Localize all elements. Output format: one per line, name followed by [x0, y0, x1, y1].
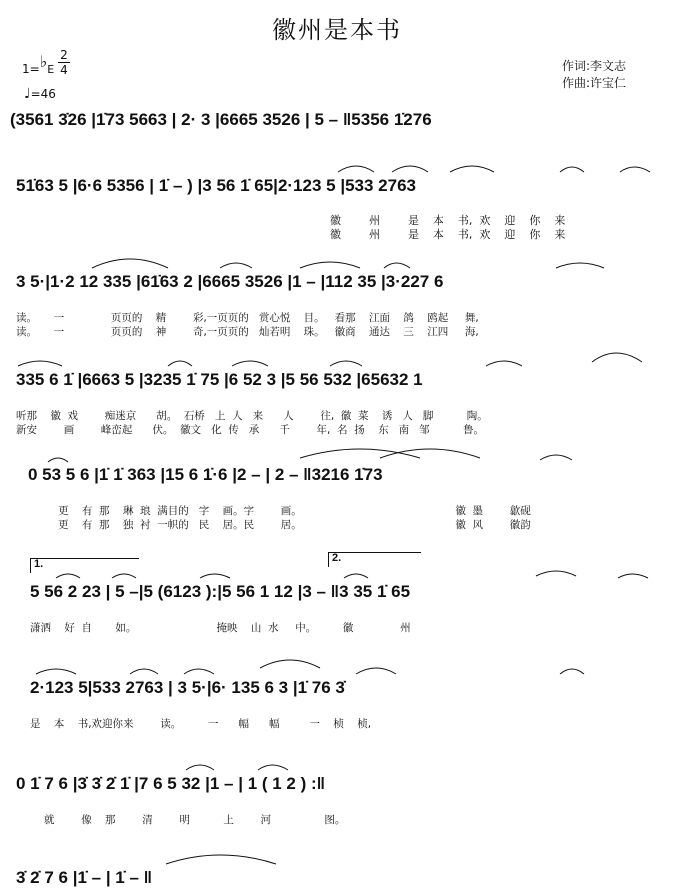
- slur-arc: [536, 571, 576, 576]
- slur-arc: [486, 361, 522, 366]
- slur-arc: [330, 361, 362, 366]
- slur-arc: [18, 361, 62, 366]
- slur-arc: [560, 669, 584, 674]
- slur-arc: [92, 259, 168, 268]
- key-prefix: 1=: [22, 62, 40, 76]
- slur-arc: [168, 361, 192, 366]
- notation-line: 0 1̇ 7 6 |3̇ 3̇ 2̇ 1̇ |7 6 5 32 |1 – | 1 ( 1 2 ) :‖: [16, 774, 326, 793]
- slur-arc: [36, 669, 76, 674]
- slur-arc: [184, 669, 214, 674]
- slur-arc: [232, 361, 268, 366]
- notation-line: 335 6 1̇ |6663 5 |3235 1̇ 75 |6 52 3 |5 56 532 |65632 1: [16, 370, 423, 389]
- lyric-line-verse-2: 徽 州 是 本 书, 欢 迎 你 来: [330, 228, 566, 241]
- lyric-line-verse-1: 徽 州 是 本 书, 欢 迎 你 来: [330, 214, 566, 227]
- slur-arc: [260, 660, 320, 668]
- slur-arc: [220, 263, 252, 268]
- time-top: 2: [60, 48, 68, 62]
- notation-line: 3 5·|1·2 12 335 |61̇63 2 |6665 3526 |1 – |112 35 |3·227 6: [16, 272, 444, 291]
- flat-icon: ♭: [39, 52, 48, 71]
- slur-arc: [300, 262, 360, 268]
- slur-arc: [48, 458, 68, 462]
- tempo-value: =46: [30, 87, 56, 101]
- lyric-line-verse-2: 新安 画 峰峦起 伏。 徽文 化 传 承 千 年, 名 扬 东 南 邹 鲁。: [16, 424, 484, 436]
- notation-line: (3561 3̇26 |1̇73 5663 | 2· 3 |6665 3526 | 5 – ‖5356 1̇276: [10, 110, 432, 129]
- slur-arc: [338, 166, 374, 172]
- key-note: E: [47, 63, 55, 76]
- slur-arc: [618, 574, 648, 578]
- slur-arc: [200, 574, 230, 578]
- lyricist-credit: 作词:李文志: [562, 59, 627, 73]
- lyric-line-verse-1: 潇洒 好 自 如。 掩映 山 水 中。 徽 州: [30, 622, 411, 634]
- slur-arc: [166, 855, 276, 864]
- composer-credit: 作曲:许宝仁: [562, 76, 627, 90]
- notation-line: 51̇63 5 |6·6 5356 | 1̇ – ) |3 56 1̇ 65|2·123 5 |533 2763: [16, 176, 416, 195]
- lyric-line-verse-1: 是 本 书,欢迎你来 读。 一 幅 幅 一 桢 桢,: [30, 718, 372, 730]
- lyric-line-verse-1: 更 有 那 琳 琅 满目的 字 画。字 画。 徽 墨 歙砚: [58, 505, 531, 517]
- slur-arc: [344, 574, 368, 578]
- notation-line: 3̇ 2̇ 7 6 |1̇ – | 1̇ – ‖: [16, 868, 153, 887]
- slur-arc: [112, 574, 136, 578]
- slur-arc: [540, 455, 572, 460]
- slur-arc: [300, 449, 420, 458]
- slur-arc: [130, 669, 158, 674]
- slur-arc: [620, 167, 650, 172]
- notation-line: 5 56 2 23 | 5 –|5 (6123 ):|5 56 1 12 |3 – ‖3 35 1̇ 65: [30, 582, 411, 601]
- notation-line: 2·123 5|533 2763 | 3 5·|6· 135 6 3 |1̇ 76 3̇: [30, 678, 345, 697]
- lyric-line-verse-1: 听那 徽 戏 痴迷京 胡。 石桥 上 人 来 人 往, 徽 菜 诱 人 脚 陶。: [16, 410, 488, 422]
- quarter-note-icon: ♩: [24, 86, 31, 102]
- lyric-line-verse-2: 更 有 那 独 衬 一帜的 民 居。民 居。 徽 风 徽韵: [58, 519, 531, 531]
- notation-line: 0 53 5 6 |1̇ 1̇ 363 |15 6 1̇·6 |2 – | 2 – ‖3216 1̇73: [28, 465, 383, 484]
- slur-arc: [380, 449, 480, 458]
- slur-arc: [186, 765, 214, 770]
- volta-label-1: 1.: [34, 558, 44, 570]
- slur-arc: [450, 166, 494, 172]
- slur-arc: [556, 263, 604, 268]
- slur-arc: [560, 167, 584, 172]
- lyric-line-verse-1: 就 像 那 清 明 上 河 图。: [44, 814, 346, 826]
- slur-arc: [356, 668, 396, 674]
- lyric-line-verse-2: 读。 一 页页的 神 奇,一页页的 灿若明 珠。 徽商 通达 三 江四 海,: [16, 326, 479, 338]
- song-title: 徽州是本书: [272, 16, 402, 44]
- volta-label-2: 2.: [332, 552, 342, 564]
- lyric-line-verse-1: 读。 一 页页的 精 彩,一页页的 赏心悦 目。 看那 江面 鸽 鸥起 舞,: [16, 312, 479, 324]
- slur-arc: [592, 353, 642, 362]
- slur-arc: [56, 574, 80, 578]
- slur-arc: [258, 765, 288, 770]
- slur-arc: [384, 263, 410, 268]
- time-bottom: 4: [60, 63, 68, 77]
- slur-arc: [392, 166, 428, 172]
